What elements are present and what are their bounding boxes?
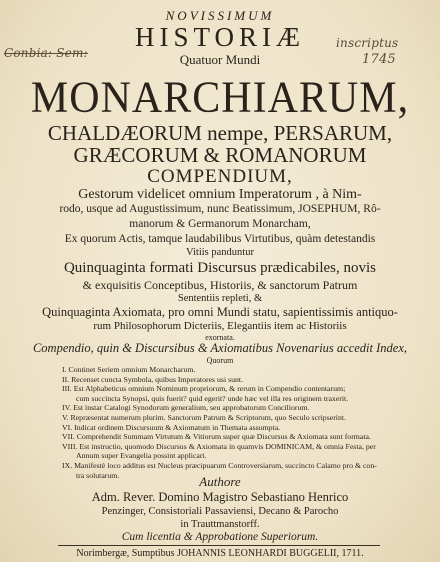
author-label: Authore (199, 474, 241, 489)
author-name: Adm. Rever. Domino Magistro Sebastiano Henrico (91, 490, 349, 504)
index-entry: IX. Manifestè loco additus est Nucleus præcipuarum Controversiarum, succincto Calamo pro & con- (62, 460, 377, 470)
author-line-3: in Trauttmanstorff. (180, 519, 260, 530)
title-monarchiarum: MONARCHIARUM, (30, 73, 410, 123)
index-contents-list (62, 365, 422, 480)
index-entry: I. Continet Seriem omnium Monarcharum. (62, 365, 196, 374)
axiomata-heading: Quinquaginta Axiomata, pro omni Mundi statu, sapientissimis antiquo- (42, 305, 398, 319)
axiomata-line-2: rum Philosophorum Dicteriis, Elegantiis item ac Historiis (93, 320, 347, 332)
index-entry: VI. Indicat ordinem Discursuum & Axiomatum in Themata assumpta. (62, 422, 281, 432)
index-entry: VIII. Est instructio, quomodo Discursus & Axiomata in quamvis DOMINICAM, & omnia Festa, per (62, 441, 376, 451)
index-entry: Annum super Evangelia possint applicari. (76, 451, 207, 461)
index-quorum: Quorum (206, 356, 234, 365)
discursus-line-3: Sententiis repleti, & (177, 293, 263, 304)
handwritten-note-left: Conbia: Sem: (4, 46, 88, 60)
subtitle-line-5: Vitiis panduntur (186, 247, 254, 258)
handwritten-year: 1745 (362, 52, 396, 67)
index-entry: VII. Comprehendit Summam Virtutum & Vitiorum super quæ Discursus & Axiomata sunt formata. (62, 432, 371, 442)
index-entry: III. Est Alphabeticus omnium Nominum propriorum, & rerum in Compendio contentarum; (62, 384, 346, 394)
subtitle-line-2: rodo, usque ad Augustissimum, nunc Beatissimum, JOSEPHUM, Rô- (59, 203, 381, 215)
author-line-2: Penzinger, Consistoriali Passaviensi, Decano & Parocho (101, 506, 339, 517)
title-compendium: COMPENDIUM, (147, 166, 293, 187)
title-chaldaeorum: CHALDÆORUM nempe, PERSARUM, (47, 121, 393, 145)
imprint: Norimbergæ, Sumptibus JOHANNIS LEONHARDI BUGGELII, 1711. (76, 548, 364, 559)
axiomata-line-3: exornata. (205, 333, 235, 342)
index-entry: II. Recenset cuncta Symbola, quibus Imperatores usi sunt. (62, 374, 244, 384)
license-line: Cum licentia & Approbatione Superiorum. (121, 531, 319, 543)
index-entry: IV. Est instar Catalogi Synodorum generalium, seu approbatorum Conciliorum. (62, 403, 310, 413)
index-entry: V. Repræsentat numerum plurim. Sanctorum Patrum & Scriptorum, quo Seculo scripserint. (62, 412, 346, 422)
index-heading: Compendio, quin & Discursibus & Axiomatibus Novenarius accedit Index, (32, 341, 408, 355)
subtitle-line-1: Gestorum videlicet omnium Imperatorum , à Nim- (78, 187, 362, 202)
discursus-line-2: & exquisitis Conceptibus, Historiis, & sanctorum Patrum (82, 278, 358, 292)
index-entry: tra solutarum. (76, 470, 120, 480)
title-historiae: HISTORIÆ (134, 22, 306, 52)
handwritten-note-right: inscriptus (336, 36, 399, 50)
title-novissimum: NOVISSIMUM (165, 8, 275, 23)
index-entry: cum succincta Synopsi, quis fuerit? quid egerit? unde hæc vel illa res originem traxerit. (76, 393, 349, 403)
subtitle-line-3: manorum & Germanorum Monarcham, (129, 218, 311, 230)
title-quatuor-mundi: Quatuor Mundi (179, 52, 261, 67)
imprint-rule (58, 545, 380, 546)
subtitle-line-4: Ex quorum Actis, tamque laudabilibus Virtutibus, quàm detestandis (64, 233, 376, 245)
title-graecorum: GRÆCORUM & ROMANORUM (73, 143, 367, 167)
discursus-heading: Quinquaginta formati Discursus prædicabiles, novis (63, 260, 377, 276)
